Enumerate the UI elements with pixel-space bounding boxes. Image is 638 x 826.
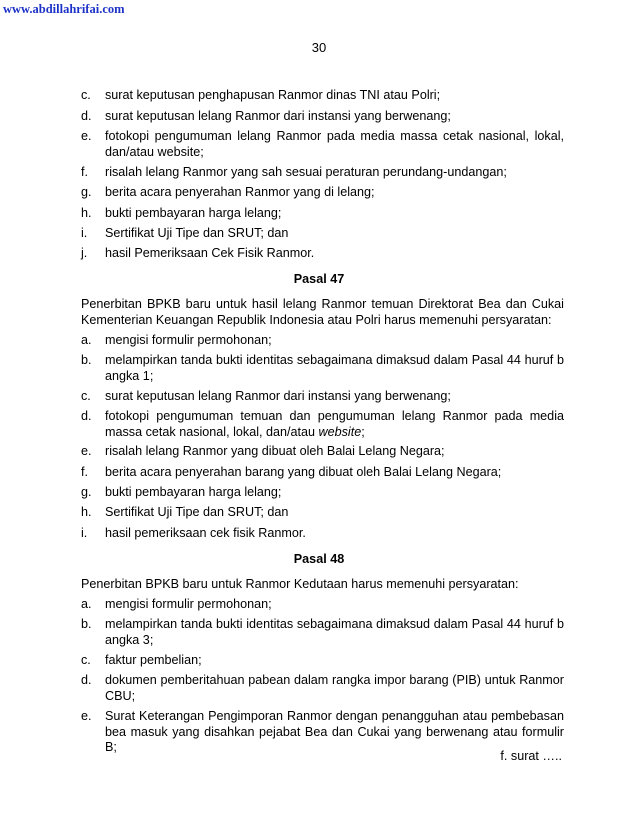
list-text: dokumen pemberitahuan pabean dalam rangka impor barang (PIB) untuk Ranmor CBU; — [105, 673, 564, 703]
list-label: d. — [81, 409, 92, 423]
list-item — [81, 109, 564, 125]
list-item — [81, 485, 564, 501]
list-item — [81, 409, 564, 440]
list-item — [81, 353, 564, 384]
watermark: www.abdillahrifai.com — [3, 2, 125, 16]
list-text: mengisi formulir permohonan; — [105, 597, 272, 611]
list-text: hasil Pemeriksaan Cek Fisik Ranmor. — [105, 246, 315, 260]
list-text: surat keputusan penghapusan Ranmor dinas TNI atau Polri; — [105, 88, 441, 102]
list-label: b. — [81, 617, 92, 631]
list-item — [81, 333, 564, 349]
list-label: h. — [81, 505, 92, 519]
list-text-italic: website — [318, 424, 362, 439]
list-item — [81, 444, 564, 460]
list-text: melampirkan tanda bukti identitas sebagaimana dimaksud dalam Pasal 44 huruf b angka 1; — [105, 353, 564, 383]
section-intro: Penerbitan BPKB baru untuk Ranmor Kedutaan harus memenuhi persyaratan: — [81, 577, 519, 591]
list-text: Surat Keterangan Pengimporan Ranmor dengan penangguhan atau pembebasan bea masuk yang disahkan pejabat Bea dan Cukai yang berwenang atau formulir B; — [105, 709, 564, 754]
list-text: surat keputusan lelang Ranmor dari instansi yang berwenang; — [105, 109, 451, 123]
list-item — [81, 165, 564, 181]
list-text: hasil pemeriksaan cek fisik Ranmor. — [105, 526, 306, 540]
list-label: a. — [81, 333, 92, 347]
list-label: b. — [81, 353, 92, 367]
section-heading: Pasal 47 — [293, 272, 345, 286]
list-label: e. — [81, 709, 92, 723]
list-item — [81, 653, 564, 669]
list-text: berita acara penyerahan barang yang dibuat oleh Balai Lelang Negara; — [105, 465, 502, 479]
list-item — [81, 505, 564, 521]
list-item — [81, 465, 564, 481]
list-label: d. — [81, 109, 92, 123]
list-label: e. — [81, 444, 92, 458]
list-text: risalah lelang Ranmor yang sah sesuai peraturan perundang-undangan; — [105, 165, 507, 179]
list-text-end: ; — [361, 424, 365, 439]
list-label: g. — [81, 185, 92, 199]
list-label: f. — [81, 165, 88, 179]
section-heading: Pasal 48 — [293, 552, 345, 566]
list-label: e. — [81, 129, 92, 143]
page-number: 30 — [311, 40, 327, 55]
list-item — [81, 185, 564, 201]
list-text: fotokopi pengumuman lelang Ranmor pada media massa cetak nasional, lokal, dan/atau website; — [105, 129, 564, 159]
list-item — [81, 617, 564, 648]
list-label: f. — [81, 465, 88, 479]
list-label: c. — [81, 653, 91, 667]
list-text: faktur pembelian; — [105, 653, 202, 667]
list-label: j. — [81, 246, 88, 260]
list-item — [81, 389, 564, 405]
list-text: Sertifikat Uji Tipe dan SRUT; dan — [105, 226, 289, 240]
list-label: a. — [81, 597, 92, 611]
list-item — [81, 597, 564, 613]
list-item — [81, 246, 564, 262]
list-text: bukti pembayaran harga lelang; — [105, 485, 282, 499]
list-label: h. — [81, 206, 92, 220]
list-item — [81, 226, 564, 242]
list-text: risalah lelang Ranmor yang dibuat oleh Balai Lelang Negara; — [105, 444, 445, 458]
list-label: i. — [81, 226, 88, 240]
section-intro: Penerbitan BPKB baru untuk hasil lelang Ranmor temuan Direktorat Bea dan Cukai Kementerian Keuangan Republik Indonesia atau Polri harus memenuhi persyaratan: — [81, 297, 564, 327]
list-item — [81, 526, 564, 542]
list-text — [105, 409, 564, 440]
list-label: g. — [81, 485, 92, 499]
list-label: c. — [81, 88, 91, 102]
list-item — [81, 129, 564, 160]
list-text: Sertifikat Uji Tipe dan SRUT; dan — [105, 505, 289, 519]
next-page-catchword: f. surat ….. — [500, 749, 562, 763]
list-text-main: fotokopi pengumuman temuan dan pengumuman lelang Ranmor pada media massa cetak nasional, lokal, dan/atau — [105, 409, 564, 439]
list-item — [81, 88, 564, 104]
list-item — [81, 709, 564, 756]
list-text: bukti pembayaran harga lelang; — [105, 206, 282, 220]
list-text: melampirkan tanda bukti identitas sebagaimana dimaksud dalam Pasal 44 huruf b angka 3; — [105, 617, 564, 647]
list-label: i. — [81, 526, 88, 540]
list-text: berita acara penyerahan Ranmor yang di lelang; — [105, 185, 375, 199]
list-item — [81, 206, 564, 222]
list-label: c. — [81, 389, 91, 403]
list-item — [81, 673, 564, 704]
list-label: d. — [81, 673, 92, 687]
list-text: mengisi formulir permohonan; — [105, 333, 272, 347]
list-text: surat keputusan lelang Ranmor dari instansi yang berwenang; — [105, 389, 451, 403]
